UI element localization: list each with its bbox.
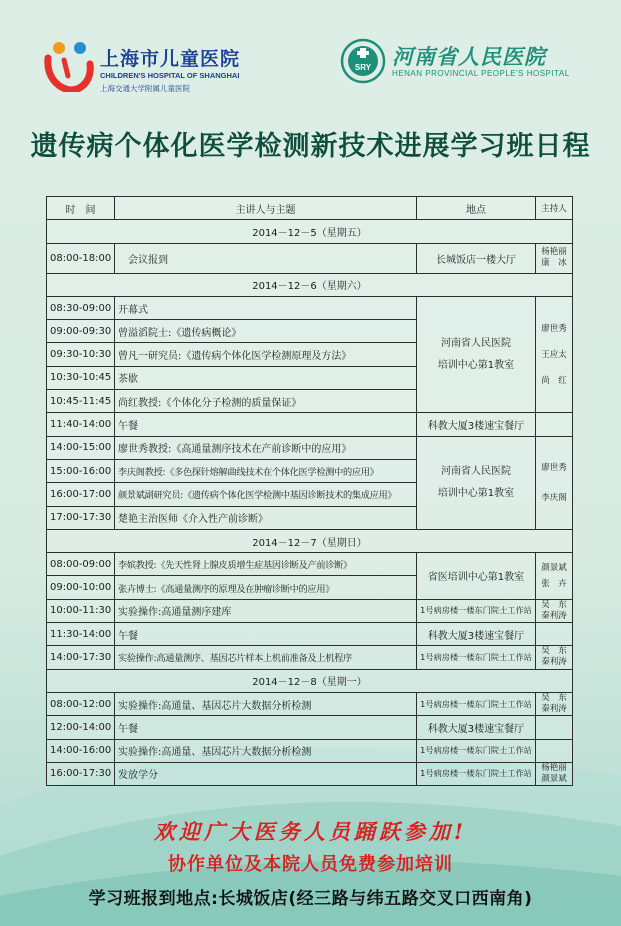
date-row (47, 529, 573, 552)
time-cell: 08:00-18:00 (47, 243, 115, 273)
host-cell (536, 436, 573, 529)
host-name: 王应太 (541, 349, 567, 360)
schedule-table (46, 196, 573, 786)
host-name: 杨艳丽 (541, 247, 567, 258)
location-line: 培训中心第1教室 (437, 487, 515, 499)
henan-hospital-seal-icon (340, 38, 386, 84)
host-name: 张 卉 (541, 578, 567, 589)
svg-text:SRY: SRY (354, 63, 372, 72)
topic-cell: 发放学分 (115, 762, 417, 785)
host-name: 秦利涛 (541, 657, 567, 668)
table-row (47, 553, 573, 576)
host-name: 李庆阁 (541, 492, 567, 503)
topic-cell: 实验操作:高通量测序建库 (115, 599, 417, 622)
host-name: 秦利涛 (541, 610, 567, 621)
time-cell: 09:00-10:00 (47, 576, 115, 599)
time-cell: 08:00-12:00 (47, 692, 115, 715)
header-topic: 主讲人与主题 (115, 197, 417, 220)
table-row (47, 243, 573, 273)
host-name: 吴 东 (541, 646, 567, 657)
topic-cell: 实验操作:高通量、基因芯片大数据分析检测 (115, 692, 417, 715)
date-row (47, 669, 573, 692)
time-cell: 08:30-09:00 (47, 296, 115, 319)
time-cell: 14:00-16:00 (47, 739, 115, 762)
childrens-hospital-affiliation: 上海交通大学附属儿童医院 (100, 84, 190, 93)
location-line: 河南省人民医院 (441, 337, 511, 349)
topic-cell: 午餐 (115, 623, 417, 646)
topic-cell: 实验操作:高通量、基因芯片大数据分析检测 (115, 739, 417, 762)
time-cell: 14:00-15:00 (47, 436, 115, 459)
cooperation-notice: 协作单位及本院人员免费参加培训 (168, 854, 453, 875)
time-cell: 11:40-14:00 (47, 413, 115, 436)
host-cell (536, 243, 573, 273)
header-location: 地点 (417, 197, 536, 220)
header-host: 主持人 (536, 197, 573, 220)
table-row (47, 413, 573, 436)
table-row (47, 762, 573, 785)
date-label: 2014－12－8（星期一） (47, 669, 573, 692)
topic-cell: 楚艳主治医师《介入性产前诊断》 (115, 506, 417, 529)
date-label: 2014－12－7（星期日） (47, 529, 573, 552)
topic-cell: 尚红教授:《个体化分子检测的质量保证》 (115, 390, 417, 413)
host-cell (536, 553, 573, 600)
location-cell: 1号病房楼一楼东门院士工作站 (417, 762, 536, 785)
date-row (47, 220, 573, 243)
location-cell: 1号病房楼一楼东门院士工作站 (417, 646, 536, 669)
host-cell (536, 762, 573, 785)
host-name: 颜景斌 (541, 773, 567, 784)
childrens-hospital-name-en: CHILDREN'S HOSPITAL OF SHANGHAI (100, 71, 240, 80)
location-cell (417, 436, 536, 529)
host-name: 杨艳丽 (541, 762, 567, 773)
topic-cell: 张卉博士:《高通量测序的原理及在肿瘤诊断中的应用》 (115, 576, 417, 599)
date-label: 2014－12－6（星期六） (47, 273, 573, 296)
topic-cell: 曾凡一研究员:《遗传病个体化医学检测原理及方法》 (115, 343, 417, 366)
time-cell: 15:00-16:00 (47, 459, 115, 482)
topic-cell: 李庆阁教授:《多色探针熔解曲线技术在个体化医学检测中的应用》 (115, 459, 417, 482)
host-name: 颜景斌 (541, 562, 567, 573)
host-name: 廖世秀 (541, 462, 567, 473)
topic-cell: 实验操作:高通量测序、基因芯片样本上机前准备及上机程序 (115, 646, 417, 669)
time-cell: 10:45-11:45 (47, 390, 115, 413)
host-cell (536, 599, 573, 622)
location-cell: 1号病房楼一楼东门院士工作站 (417, 599, 536, 622)
topic-cell: 廖世秀教授:《高通量测序技术在产前诊断中的应用》 (115, 436, 417, 459)
page-title: 遗传病个体化医学检测新技术进展学习班日程 (30, 131, 591, 162)
topic-cell: 午餐 (115, 413, 417, 436)
host-name: 廖世秀 (541, 323, 567, 334)
time-cell: 16:00-17:00 (47, 483, 115, 506)
host-cell (536, 739, 573, 762)
henan-hospital-name: 河南省人民医院 (392, 44, 546, 69)
host-cell (536, 413, 573, 436)
host-name: 吴 东 (541, 693, 567, 704)
registration-location: 学习班报到地点:长城饭店(经三路与纬五路交叉口西南角) (88, 889, 533, 909)
table-row (47, 716, 573, 739)
date-label: 2014－12－5（星期五） (47, 220, 573, 243)
location-line: 培训中心第1教室 (437, 359, 515, 371)
topic-cell: 午餐 (115, 716, 417, 739)
location-line: 河南省人民医院 (441, 465, 511, 477)
host-cell (536, 716, 573, 739)
time-cell: 09:30-10:30 (47, 343, 115, 366)
table-row (47, 692, 573, 715)
time-cell: 16:00-17:30 (47, 762, 115, 785)
table-row (47, 436, 573, 459)
topic-cell: 曾溢滔院士:《遗传病概论》 (115, 320, 417, 343)
childrens-hospital-name: 上海市儿童医院 (100, 48, 241, 70)
time-cell: 10:00-11:30 (47, 599, 115, 622)
host-name: 尚 红 (541, 375, 567, 386)
time-cell: 09:00-09:30 (47, 320, 115, 343)
date-row (47, 273, 573, 296)
table-row (47, 599, 573, 622)
location-cell: 1号病房楼一楼东门院士工作站 (417, 739, 536, 762)
host-cell (536, 296, 573, 412)
table-row (47, 739, 573, 762)
topic-cell: 李嫔教授:《先天性肾上腺皮质增生症基因诊断及产前诊断》 (115, 553, 417, 576)
topic-cell: 茶歇 (115, 366, 417, 389)
henan-hospital-logo (340, 38, 590, 88)
host-name: 康 冰 (541, 258, 567, 269)
table-row (47, 646, 573, 669)
location-cell: 科教大厦3楼速宝餐厅 (417, 623, 536, 646)
table-row (47, 296, 573, 319)
childrens-hospital-logo (44, 38, 244, 98)
henan-hospital-name-en: HENAN PROVINCIAL PEOPLE'S HOSPITAL (392, 69, 570, 78)
location-cell: 长城饭店一楼大厅 (417, 243, 536, 273)
host-name: 秦利涛 (541, 704, 567, 715)
topic-cell: 开幕式 (115, 296, 417, 319)
host-cell (536, 623, 573, 646)
location-cell: 省医培训中心第1教室 (417, 553, 536, 600)
welcome-banner: 欢迎广大医务人员踊跃参加! (153, 819, 468, 844)
time-cell: 12:00-14:00 (47, 716, 115, 739)
time-cell: 11:30-14:00 (47, 623, 115, 646)
location-cell: 科教大厦3楼速宝餐厅 (417, 413, 536, 436)
topic-cell: 会议报到 (115, 243, 417, 273)
topic-cell: 颜景斌副研究员:《遗传病个体化医学检测中基因诊断技术的集成应用》 (115, 483, 417, 506)
time-cell: 10:30-10:45 (47, 366, 115, 389)
time-cell: 14:00-17:30 (47, 646, 115, 669)
host-name: 吴 东 (541, 599, 567, 610)
time-cell: 08:00-09:00 (47, 553, 115, 576)
host-cell (536, 646, 573, 669)
table-header-row (47, 197, 573, 220)
location-cell: 1号病房楼一楼东门院士工作站 (417, 692, 536, 715)
time-cell: 17:00-17:30 (47, 506, 115, 529)
table-row (47, 623, 573, 646)
location-cell: 科教大厦3楼速宝餐厅 (417, 716, 536, 739)
header-time: 时 间 (47, 197, 115, 220)
location-cell (417, 296, 536, 412)
childrens-hospital-logo-icon (44, 40, 94, 92)
host-cell (536, 692, 573, 715)
